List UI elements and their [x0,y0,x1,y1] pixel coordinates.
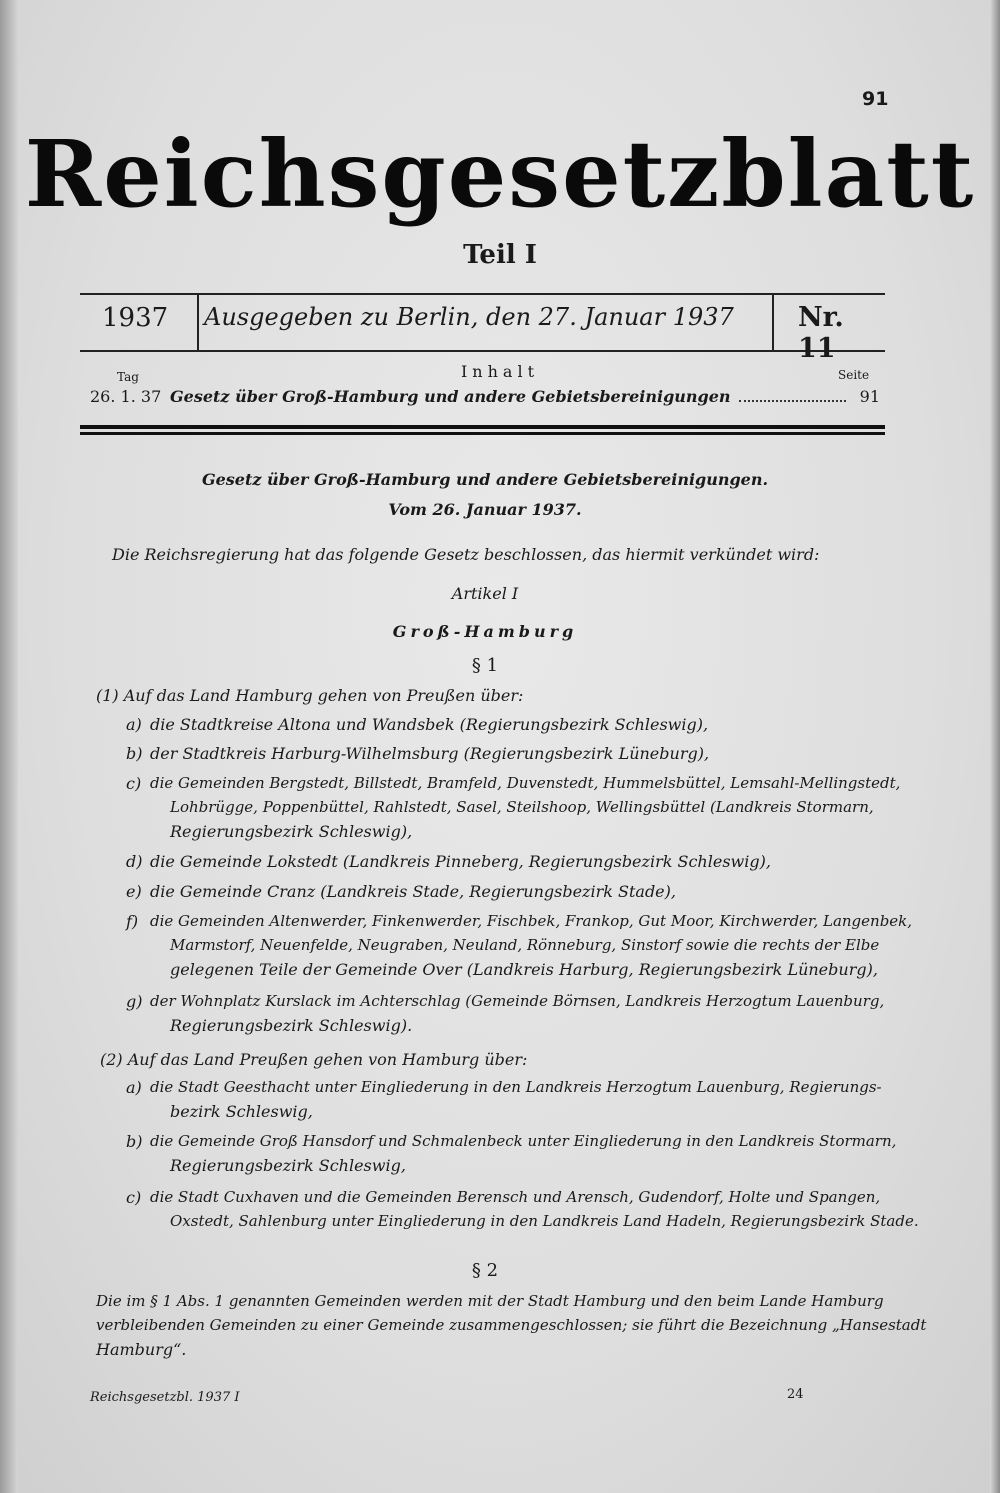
list-item-line: Marmstorf, Neuenfelde, Neugraben, Neuland, Rönneburg, Sinstorf sowie die rechts der Elbe [170,936,880,954]
list-item-line: die Gemeinde Groß Hansdorf und Schmalenbeck unter Eingliederung in den Landkreis Stormarn, [150,1132,897,1150]
list-item-label: d) [126,852,143,871]
leader-dots [739,400,846,402]
paragraph-intro: (2) Auf das Land Preußen gehen von Hamburg über: [100,1050,528,1069]
paragraph-line: Hamburg“. [96,1340,187,1359]
divider [197,295,199,350]
list-item-line: die Gemeinden Altenwerder, Finkenwerder, Fischbek, Frankop, Gut Moor, Kirchwerder, Langenbek, [150,912,913,930]
section-heading: § 1 [471,655,499,676]
list-item-line: bezirk Schleswig, [170,1102,313,1121]
part-label: Teil I [463,240,537,270]
list-item-label: c) [126,774,142,793]
list-item-label: g) [126,992,143,1011]
divider [772,295,774,350]
law-date: Vom 26. Januar 1937. [388,500,582,519]
issue-number: Nr. 11 [798,302,844,364]
contents-entry-date: 26. 1. 37 [90,387,162,406]
issue-date: Ausgegeben zu Berlin, den 27. Januar 1937 [204,303,734,331]
list-item-label: a) [126,1078,142,1097]
list-item-line: Lohbrügge, Poppenbüttel, Rahlstedt, Sasel, Steilshoop, Wellingsbüttel (Landkreis Stormarn, [170,798,874,816]
article-title: Groß-Hamburg [392,622,578,641]
list-item-line: die Stadt Cuxhaven und die Gemeinden Berensch und Arensch, Gudendorf, Holte und Spangen, [150,1188,881,1206]
list-item-label: f) [126,912,139,931]
law-title: Gesetz über Groß-Hamburg und andere Gebietsbereinigungen. [201,470,769,489]
list-item-line: Regierungsbezirk Schleswig), [170,822,413,841]
list-item-line: die Gemeinde Lokstedt (Landkreis Pinneberg, Regierungsbezirk Schleswig), [150,852,771,871]
contents-page-label: Seite [838,368,870,382]
list-item-label: c) [126,1188,142,1207]
list-item-line: die Stadtkreise Altona und Wandsbek (Regierungsbezirk Schleswig), [150,715,709,734]
article-heading: Artikel I [451,584,519,603]
list-item-line: die Gemeinde Cranz (Landkreis Stade, Regierungsbezirk Stade), [150,882,676,901]
contents-heading: Inhalt [460,362,539,381]
paragraph-line: verbleibenden Gemeinden zu einer Gemeinde zusammengeschlossen; sie führt die Bezeichnung „Hansestadt [96,1316,927,1334]
list-item-line: die Stadt Geesthacht unter Eingliederung in den Landkreis Herzogtum Lauenburg, Regierungs- [150,1078,882,1096]
list-item-label: e) [126,882,142,901]
paragraph-line: Die im § 1 Abs. 1 genannten Gemeinden werden mit der Stadt Hamburg und den beim Lande Hamburg [96,1292,884,1310]
list-item-label: b) [126,1132,143,1151]
preamble: Die Reichsregierung hat das folgende Gesetz beschlossen, das hiermit verkündet wird: [112,545,820,564]
list-item-line: Oxstedt, Sahlenburg unter Eingliederung in den Landkreis Land Hadeln, Regierungsbezirk Stade. [170,1212,919,1230]
list-item-line: Regierungsbezirk Schleswig, [170,1156,406,1175]
list-item-label: b) [126,744,143,763]
list-item-line: Regierungsbezirk Schleswig). [170,1016,413,1035]
contents-tag-label: Tag [117,370,139,384]
list-item-label: a) [126,715,142,734]
footer-citation: Reichsgesetzbl. 1937 I [90,1390,240,1405]
contents-entry-title: Gesetz über Groß-Hamburg und andere Gebietsbereinigungen [170,387,731,406]
contents-entry [90,387,880,406]
list-item-line: der Stadtkreis Harburg-Wilhelmsburg (Regierungsbezirk Lüneburg), [150,744,710,763]
list-item-line: gelegenen Teile der Gemeinde Over (Landkreis Harburg, Regierungsbezirk Lüneburg), [170,960,878,979]
paragraph-intro: (1) Auf das Land Hamburg gehen von Preußen über: [96,686,524,705]
issue-line [80,293,885,364]
separator-rule [80,425,885,429]
footer-sheet-number: 24 [787,1387,804,1402]
contents-entry-page: 91 [859,387,880,406]
list-item-line: der Wohnplatz Kurslack im Achterschlag (Gemeinde Börnsen, Landkreis Herzogtum Lauenburg, [150,992,885,1010]
section-heading: § 2 [471,1260,499,1281]
list-item-line: die Gemeinden Bergstedt, Billstedt, Bramfeld, Duvenstedt, Hummelsbüttel, Lemsahl-Mellingstedt, [150,774,901,792]
masthead-title: Reichsgesetzblatt [24,120,976,228]
separator-rule [80,432,885,435]
page-number: 91 [862,88,889,110]
issue-year: 1937 [102,303,169,333]
